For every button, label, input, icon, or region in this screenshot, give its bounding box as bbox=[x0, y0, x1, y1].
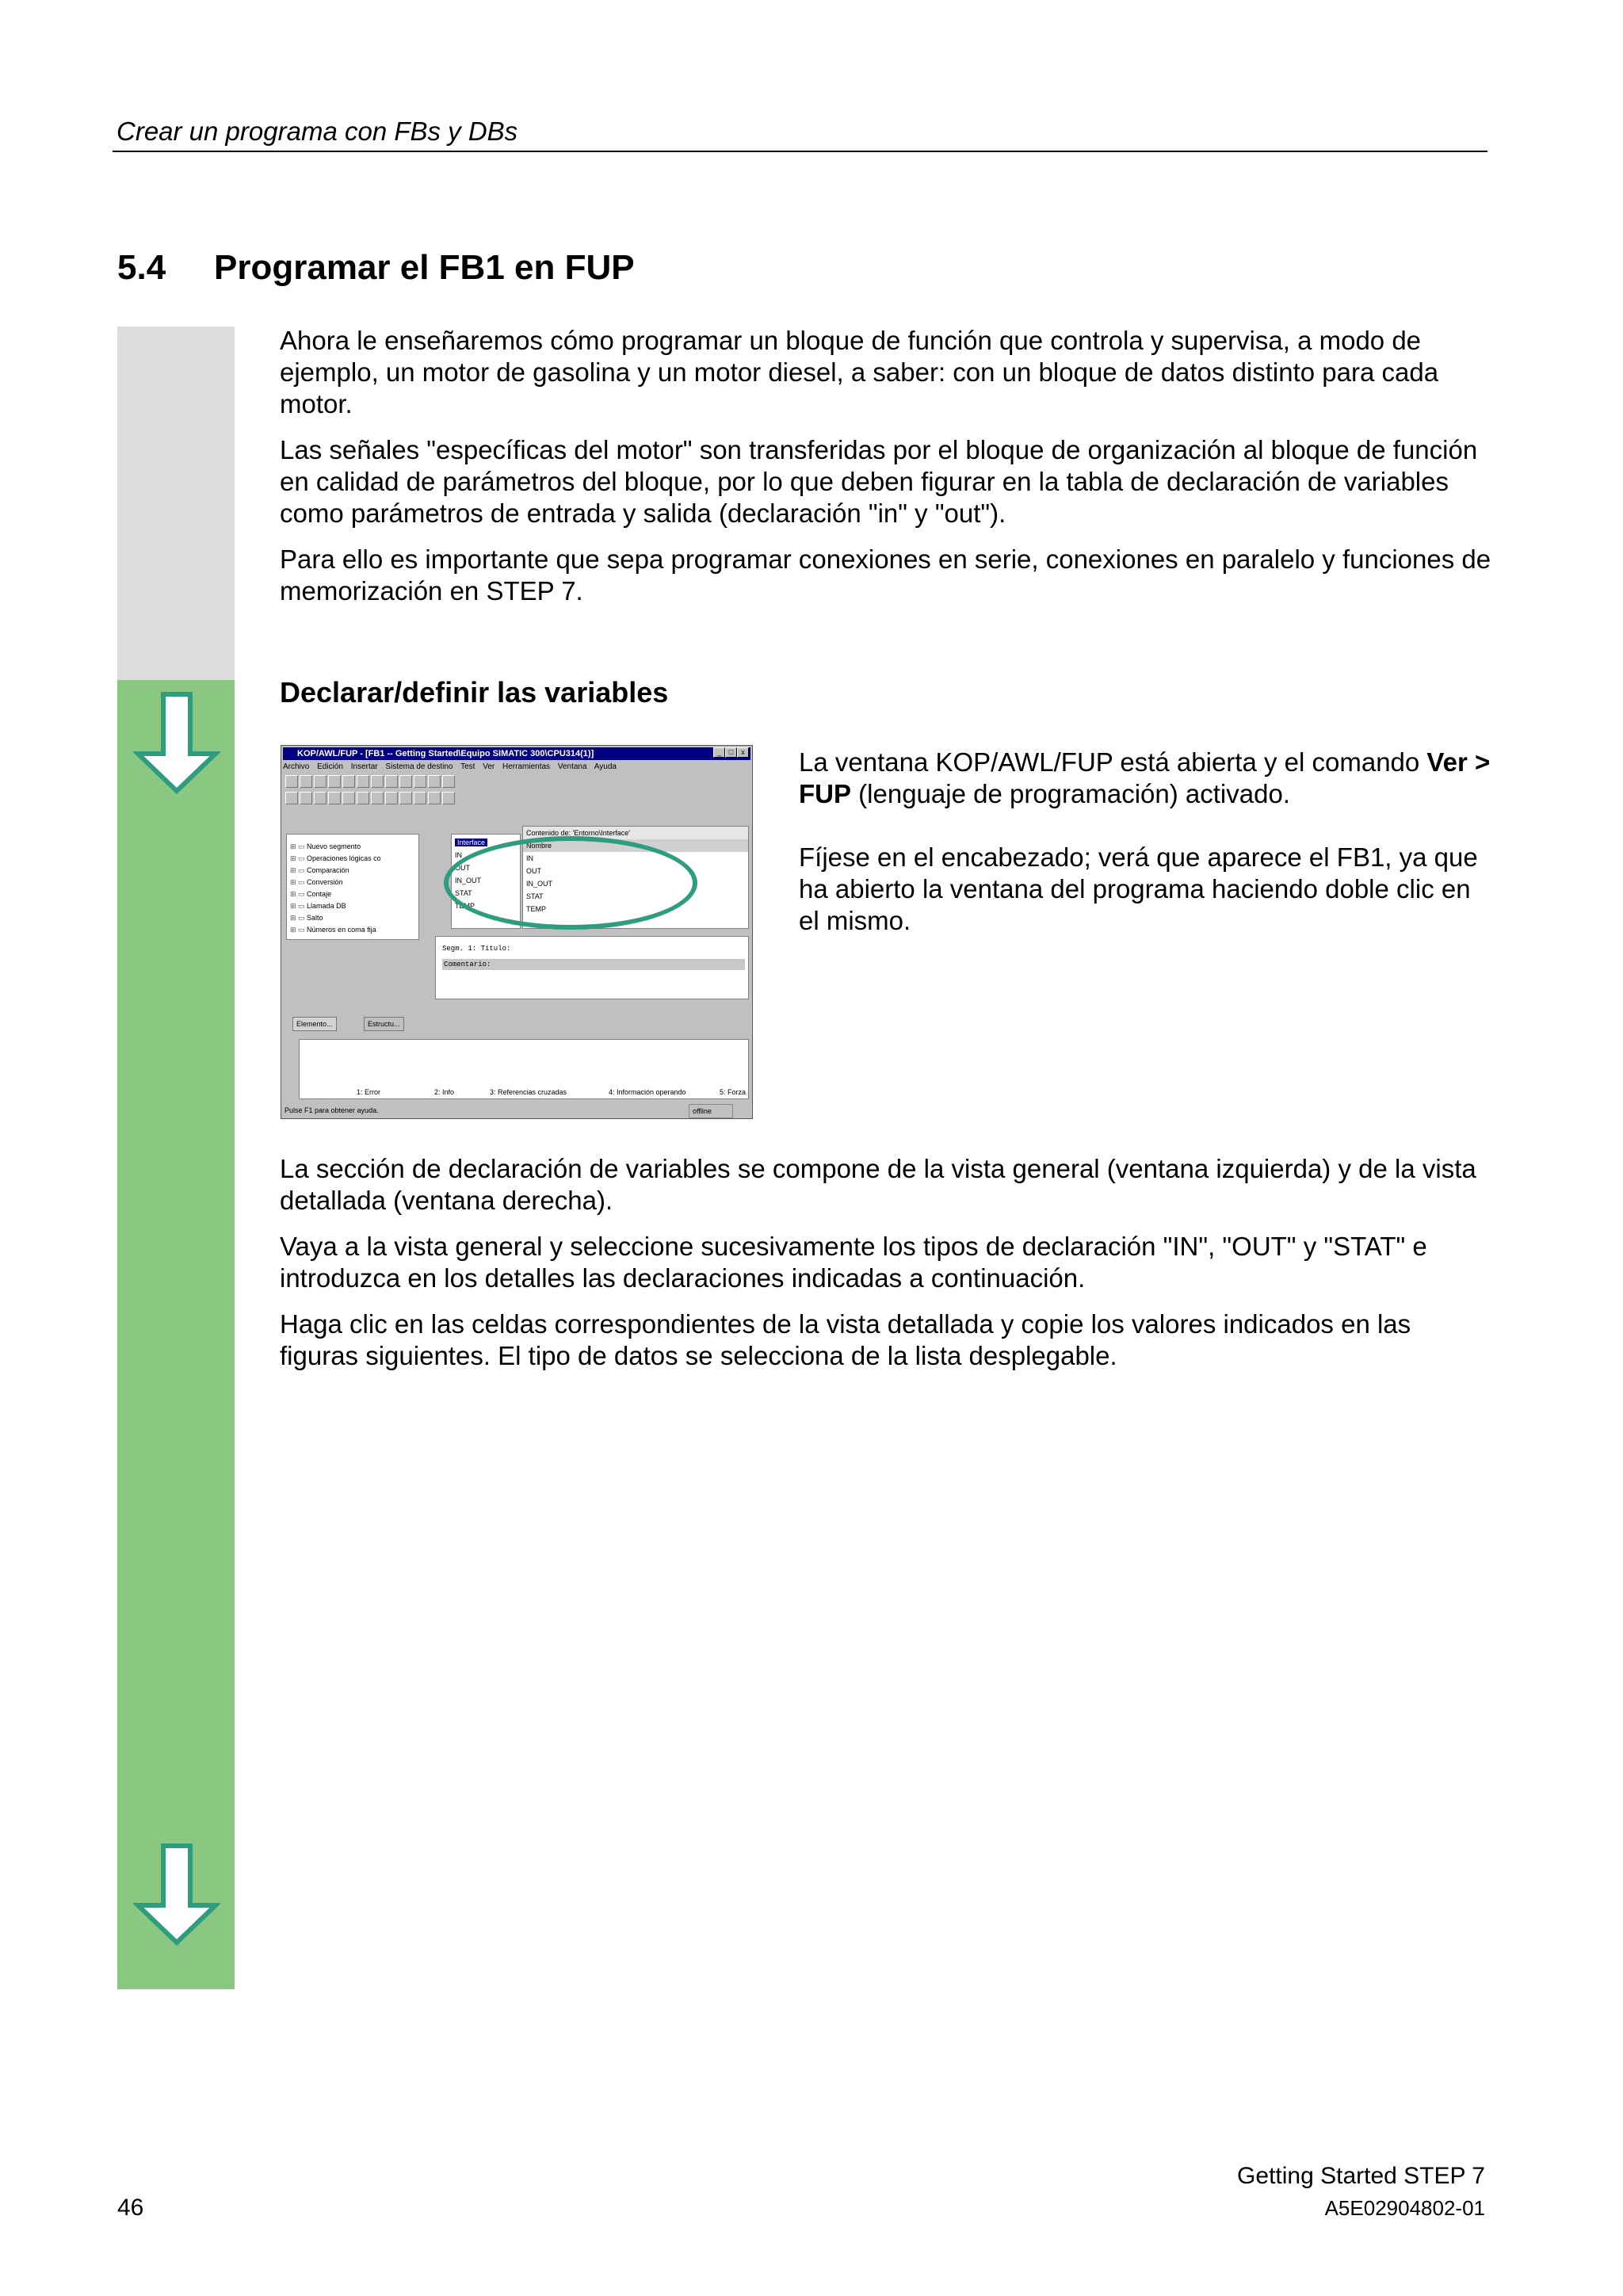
segment-title[interactable]: Segm. 1: Título: bbox=[442, 945, 511, 953]
footer-doc-code: A5E02904802-01 bbox=[1324, 2196, 1485, 2220]
overview-icon[interactable] bbox=[285, 792, 298, 804]
minimize-button[interactable]: _ bbox=[713, 747, 725, 758]
and-icon[interactable] bbox=[399, 792, 412, 804]
body-paragraph: Vaya a la vista general y seleccione sucesivamente los tipos de declaración "IN", "OUT" y "STAT" e introduzca en los detalles las declaraciones indicadas a continuación. bbox=[280, 1232, 1427, 1293]
interface-detail-row[interactable]: IN bbox=[526, 854, 533, 862]
interface-item[interactable]: IN bbox=[455, 851, 462, 859]
tab-elementos[interactable]: Elemento... bbox=[292, 1017, 337, 1031]
output-pane bbox=[299, 1039, 749, 1099]
menu-ver[interactable]: Ver bbox=[483, 762, 495, 771]
or-icon[interactable] bbox=[414, 792, 426, 804]
subsection-title: Declarar/definir las variables bbox=[280, 676, 669, 709]
context-help-icon[interactable] bbox=[442, 792, 455, 804]
variables-text bbox=[280, 1153, 1492, 1372]
maximize-button[interactable]: □ bbox=[725, 747, 737, 758]
tree-item[interactable]: ⊞ ▭ Comparación bbox=[290, 865, 418, 877]
save-icon[interactable] bbox=[314, 775, 327, 788]
contact-icon[interactable] bbox=[357, 792, 369, 804]
column-header-nombre: Nombre bbox=[523, 839, 748, 852]
menu-archivo[interactable]: Archivo bbox=[283, 762, 310, 771]
menu-ventana[interactable]: Ventana bbox=[557, 762, 587, 771]
menu-ayuda[interactable]: Ayuda bbox=[594, 762, 617, 771]
redo-icon[interactable] bbox=[399, 775, 412, 788]
box-icon[interactable] bbox=[342, 792, 355, 804]
program-elements-pane bbox=[286, 834, 419, 940]
interface-item[interactable]: STAT bbox=[455, 889, 472, 897]
tree-item[interactable]: ⊞ ▭ Operaciones lógicas co bbox=[290, 853, 418, 865]
paste-icon[interactable] bbox=[371, 775, 384, 788]
monitor-icon[interactable] bbox=[428, 775, 441, 788]
highlight-ellipse bbox=[444, 836, 697, 930]
down-arrow-icon bbox=[133, 1843, 220, 1946]
tab-referencias-cruzadas[interactable]: 3: Referencias cruzadas bbox=[490, 1088, 567, 1096]
menu-insertar[interactable]: Insertar bbox=[350, 762, 378, 771]
menu-sistema-de-destino[interactable]: Sistema de destino bbox=[385, 762, 453, 771]
status-mode: offline bbox=[689, 1104, 733, 1118]
toolbar-editor bbox=[285, 791, 749, 807]
tree-item[interactable]: ⊞ ▭ Conversión bbox=[290, 877, 418, 888]
kop-awl-fup-screenshot bbox=[281, 745, 753, 1119]
side-paragraph-2: Fíjese en el encabezado; verá que aparece el FB1, ya que ha abierto la ventana del programa haciendo doble clic en el mismo. bbox=[799, 842, 1478, 935]
interface-item[interactable]: OUT bbox=[455, 864, 470, 872]
help-icon[interactable] bbox=[442, 775, 455, 788]
margin-bar-gray bbox=[117, 327, 235, 680]
status-bar-text: Pulse F1 para obtener ayuda. bbox=[285, 1106, 379, 1114]
menu-bar bbox=[283, 761, 750, 773]
segment-comment[interactable]: Comentario: bbox=[442, 959, 745, 970]
menu-test[interactable]: Test bbox=[460, 762, 475, 771]
download-icon[interactable] bbox=[414, 775, 426, 788]
footer-doc-title: Getting Started STEP 7 bbox=[1237, 2163, 1485, 2189]
interface-item-selected[interactable]: Interface bbox=[455, 839, 487, 846]
running-header: Crear un programa con FBs y DBs bbox=[116, 117, 518, 146]
menu-herramientas[interactable]: Herramientas bbox=[502, 762, 551, 771]
section-number: 5.4 bbox=[117, 248, 166, 287]
interface-detail-row[interactable]: STAT bbox=[526, 892, 544, 900]
intro-paragraph: Ahora le enseñaremos cómo programar un bloque de función que controla y supervisa, a modo de ejemplo, un motor de gasolina y un motor diesel, a saber: con un bloque de datos distinto para cada motor. bbox=[280, 326, 1439, 418]
interface-item[interactable]: TEMP bbox=[455, 902, 475, 910]
open-icon[interactable] bbox=[300, 775, 312, 788]
interface-detail-row[interactable]: IN_OUT bbox=[526, 880, 553, 888]
toolbar-standard bbox=[285, 774, 749, 790]
side-paragraph-1: La ventana KOP/AWL/FUP está abierta y el comando Ver > FUP (lenguaje de programación) activado. bbox=[799, 747, 1491, 808]
body-paragraph: La sección de declaración de variables se compone de la vista general (ventana izquierda) y de la vista detallada (ventana derecha). bbox=[280, 1154, 1476, 1215]
tab-estructura[interactable]: Estructu... bbox=[364, 1017, 404, 1031]
assign-icon[interactable] bbox=[428, 792, 441, 804]
connect-icon[interactable] bbox=[385, 792, 398, 804]
branch-icon[interactable] bbox=[328, 792, 341, 804]
tree-item[interactable]: ⊞ ▭ Salto bbox=[290, 912, 418, 924]
body-paragraph: Haga clic en las celdas correspondientes de la vista detallada y copie los valores indicados en las figuras siguientes. El tipo de datos se selecciona de la lista desplegable. bbox=[280, 1309, 1411, 1370]
interface-detail-row[interactable]: TEMP bbox=[526, 905, 547, 913]
tree-item[interactable]: ⊞ ▭ Contaje bbox=[290, 888, 418, 900]
intro-text bbox=[280, 325, 1492, 607]
page-number: 46 bbox=[117, 2195, 144, 2221]
tree-item[interactable]: ⊞ ▭ Nuevo segmento bbox=[290, 841, 418, 853]
cut-icon[interactable] bbox=[342, 775, 355, 788]
window-title: KOP/AWL/FUP - [FB1 -- Getting Started\Equipo SIMATIC 300\CPU314(1)] bbox=[283, 747, 750, 760]
tab-error[interactable]: 1: Error bbox=[357, 1088, 381, 1096]
interface-detail-row[interactable]: OUT bbox=[526, 867, 541, 875]
copy-icon[interactable] bbox=[357, 775, 369, 788]
segment-icon[interactable] bbox=[314, 792, 327, 804]
new-icon[interactable] bbox=[285, 775, 298, 788]
side-text bbox=[799, 747, 1496, 968]
intro-paragraph: Para ello es importante que sepa programar conexiones en serie, conexiones en paralelo y funciones de memorización en STEP 7. bbox=[280, 544, 1491, 606]
interface-item[interactable]: IN_OUT bbox=[455, 877, 482, 884]
section-title: Programar el FB1 en FUP bbox=[214, 248, 635, 287]
menu-edicion[interactable]: Edición bbox=[317, 762, 343, 771]
header-rule bbox=[113, 151, 1487, 152]
intro-paragraph: Las señales "específicas del motor" son transferidas por el bloque de organización al bloque de función en calidad de parámetros del bloque, por lo que deben figurar en la tabla de declaración de variables como parámetros de entrada y salida (declaración "in" y "out"). bbox=[280, 435, 1478, 528]
down-arrow-icon bbox=[133, 692, 220, 795]
tree-item[interactable]: ⊞ ▭ Números en coma fija bbox=[290, 924, 418, 936]
code-pane bbox=[435, 936, 749, 999]
tree-item[interactable]: ⊞ ▭ Llamada DB bbox=[290, 900, 418, 912]
print-icon[interactable] bbox=[328, 775, 341, 788]
interface-header: Contenido de: 'Entorno\Interface' bbox=[523, 827, 748, 839]
tab-forzado[interactable]: 5: Forza bbox=[720, 1088, 747, 1096]
tab-informacion-operando[interactable]: 4: Información operando bbox=[609, 1088, 686, 1096]
tab-info[interactable]: 2: Info bbox=[434, 1088, 455, 1096]
undo-icon[interactable] bbox=[385, 775, 398, 788]
details-icon[interactable] bbox=[300, 792, 312, 804]
margin-bar-green bbox=[117, 680, 235, 1989]
close-button[interactable]: x bbox=[737, 747, 749, 758]
coil-icon[interactable] bbox=[371, 792, 384, 804]
